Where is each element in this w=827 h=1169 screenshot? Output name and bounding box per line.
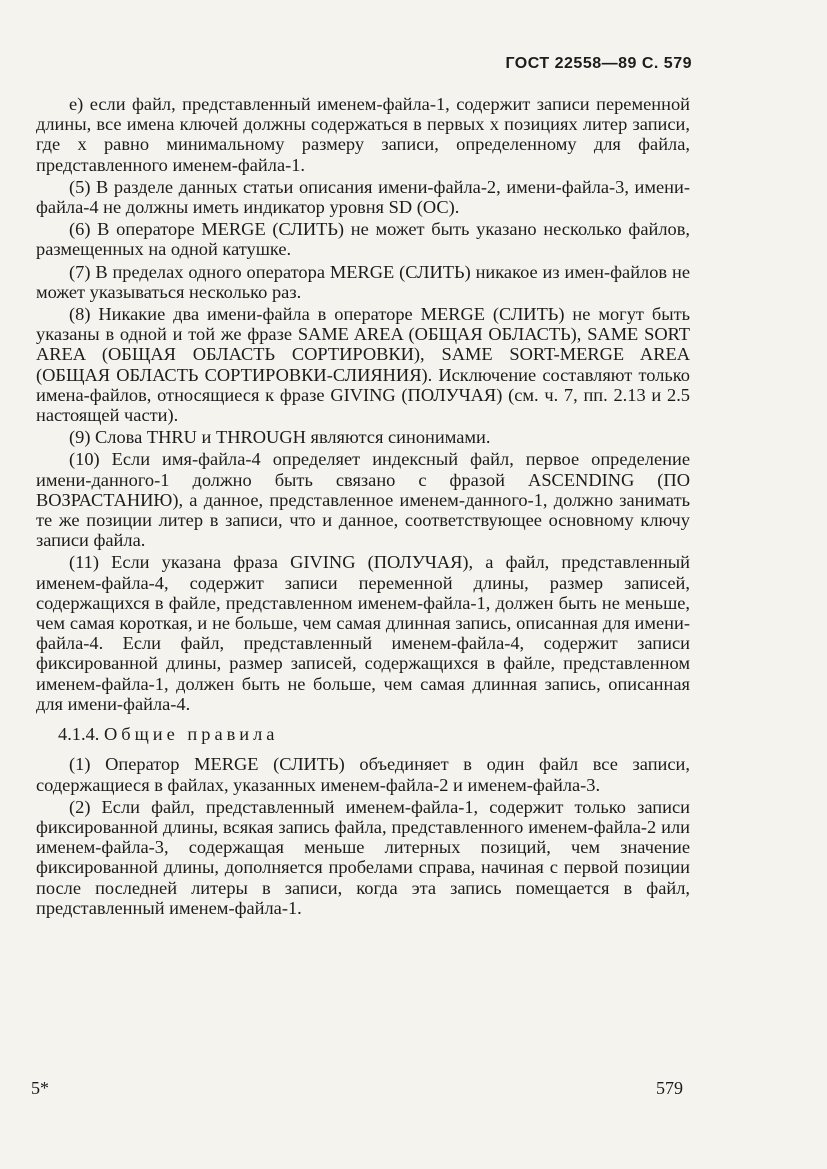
paragraph-7: (7) В пределах одного оператора MERGE (СЛИТЬ) никакое из имен-файлов не может указываться несколько раз.	[36, 261, 690, 302]
paragraph-8: (8) Никакие два имени-файла в операторе MERGE (СЛИТЬ) не могут быть указаны в одной и той же фразе SAME AREA (ОБЩАЯ ОБЛАСТЬ), SAME SORT AREA (ОБЩАЯ ОБЛАСТЬ СОРТИРОВКИ), SAME SORT-MERGE AREA (ОБЩАЯ ОБЛАСТЬ СОРТИРОВКИ-СЛИЯНИЯ). Исключение составляют только имена-файлов, относящиеся к фразе GIVING (ПОЛУЧАЯ) (см. ч. 7, пп. 2.13 и 2.5 настоящей части).	[36, 304, 690, 426]
paragraph-11: (11) Если указана фраза GIVING (ПОЛУЧАЯ), а файл, представленный именем-файла-4, содержит записи переменной длины, размер записей, содержащихся в файле, представленном именем-файла-1, должен быть не меньше, чем самая короткая, и не больше, чем самая длинная запись, описанная для имени-файла-4. Если файл, представленный именем-файла-4, содержит записи фиксированной длины, размер записей, содержащихся в файле, представленном именем-файла-1, должен быть не больше, чем самая длинная запись, описанная для имени-файла-4.	[36, 552, 690, 714]
section-heading	[36, 724, 690, 744]
section-number: 4.1.4.	[58, 724, 100, 745]
rule-1: (1) Оператор MERGE (СЛИТЬ) объединяет в один файл все записи, содержащиеся в файлах, указанных именем-файла-2 и именем-файла-3.	[36, 754, 690, 795]
footer-signature-mark: 5*	[31, 1078, 49, 1098]
paragraph-e: е) если файл, представленный именем-файла-1, содержит записи переменной длины, все имена ключей должны содержаться в первых х позициях литер записи, где х равно минимальному размеру записи, определенному для файла, представленного именем-файла-1.	[36, 94, 690, 175]
paragraph-10: (10) Если имя-файла-4 определяет индексный файл, первое определение имени-данного-1 должно быть связано с фразой ASCENDING (ПО ВОЗРАСТАНИЮ), а данное, представленное именем-данного-1, должно занимать те же позиции литер в записи, что и данное, соответствующее основному ключу записи файла.	[36, 449, 690, 551]
section-title: Общие правила	[104, 724, 279, 745]
paragraph-9: (9) Слова THRU и THROUGH являются синонимами.	[69, 427, 491, 448]
paragraph-5: (5) В разделе данных статьи описания имени-файла-2, имени-файла-3, имени-файла-4 не должны иметь индикатор уровня SD (ОС).	[36, 176, 690, 218]
page-header: ГОСТ 22558—89 С. 579	[505, 55, 692, 72]
document-body	[36, 94, 690, 918]
rule-2: (2) Если файл, представленный именем-файла-1, содержит только записи фиксированной длины, всякая запись файла, представленного именем-файла-2 или именем-файла-3, содержащая меньше литерных позиций, чем значение фиксированной длины, дополняется пробелами справа, начиная с первой позиции после последней литеры в записи, когда эта запись помещается в файл, представленный именем-файла-1.	[36, 796, 690, 918]
paragraph-6: (6) В операторе MERGE (СЛИТЬ) не может быть указано несколько файлов, размещенных на одной катушке.	[36, 219, 690, 260]
page-number: 579	[656, 1078, 683, 1098]
